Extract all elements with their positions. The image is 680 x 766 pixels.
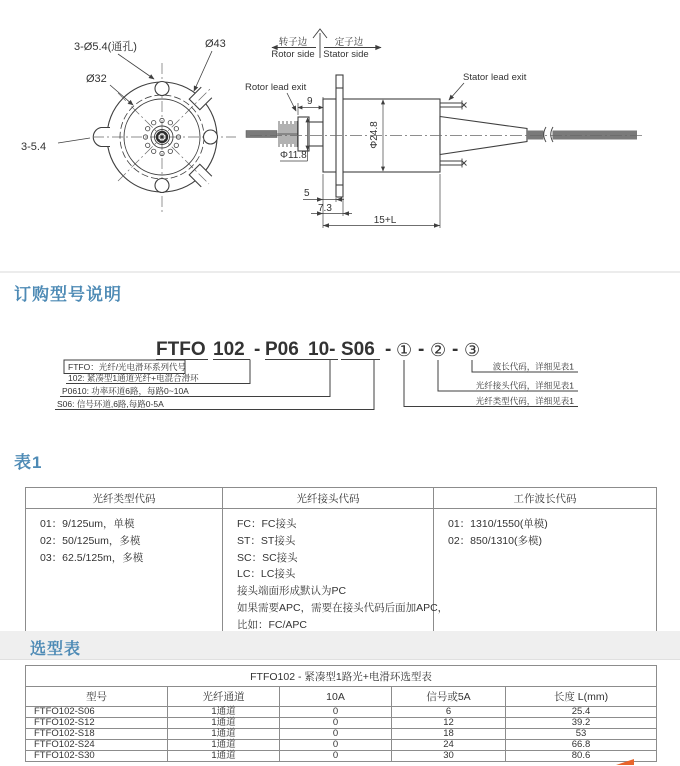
rotor-block-step bbox=[309, 122, 323, 146]
signal-cell: 12 bbox=[392, 718, 506, 729]
signal-cell: 18 bbox=[392, 729, 506, 740]
fiber-type-cell bbox=[26, 509, 223, 641]
length-cell: 80.6 bbox=[506, 751, 657, 762]
stator-side-cn-label: 定子边 bbox=[334, 37, 364, 48]
connector-option: ST：ST接头 bbox=[237, 534, 296, 547]
rotor-cable bbox=[246, 131, 277, 138]
col-10a: 10A bbox=[280, 687, 392, 707]
model-dash: - bbox=[418, 339, 425, 360]
power-cell: 0 bbox=[280, 729, 392, 740]
signal-cell: 24 bbox=[392, 740, 506, 751]
through-hole bbox=[155, 82, 169, 96]
technical-drawing bbox=[0, 0, 680, 270]
technical-drawing-area bbox=[0, 0, 680, 270]
table1-header-connector: 光纤接头代码 bbox=[223, 488, 434, 509]
connector-option: LC：LC接头 bbox=[237, 568, 296, 581]
dim-flange-pos-label: 7.3 bbox=[318, 203, 332, 214]
fiber-channel-cell: 1通道 bbox=[168, 729, 280, 740]
power-cell: 0 bbox=[280, 751, 392, 762]
col-length: 长度 L(mm) bbox=[506, 687, 657, 707]
connector-note: 如果需要APC，需要在接头代码后面加APC， bbox=[237, 601, 449, 614]
model-cell: FTFO102-S18 bbox=[26, 729, 168, 740]
model-series: 102 bbox=[213, 339, 245, 360]
model-code1: ① bbox=[396, 340, 413, 360]
model-code-diagram bbox=[0, 318, 680, 440]
section-divider bbox=[0, 271, 680, 273]
selection-section-title: 选型表 bbox=[30, 641, 82, 658]
table-row bbox=[26, 707, 657, 718]
model-label-signal: S06: 信号环道,6路,每路0-5A bbox=[57, 399, 164, 409]
dim-flange-offset-label: 5 bbox=[304, 188, 310, 199]
table-row bbox=[26, 751, 657, 762]
signal-cell: 30 bbox=[392, 751, 506, 762]
flange-plate bbox=[336, 75, 343, 197]
through-hole bbox=[204, 130, 218, 144]
table1-header-row bbox=[26, 488, 657, 509]
table-row bbox=[26, 729, 657, 740]
stator-lead-exit-label: Stator lead exit bbox=[463, 72, 527, 83]
holes-dim-label: 3-Ø5.4(通孔) bbox=[74, 41, 137, 53]
selection-section-band bbox=[0, 631, 680, 660]
stator-side-en-label: Stator side bbox=[323, 49, 369, 60]
model-cell: FTFO102-S06 bbox=[26, 707, 168, 718]
model-label-fiber-type: 光纤类型代码，详细见表1 bbox=[475, 396, 574, 406]
connector-note: 比如：FC/APC bbox=[237, 618, 308, 631]
col-model: 型号 bbox=[26, 687, 168, 707]
fiber-type-option: 02：50/125um，多模 bbox=[40, 534, 141, 547]
power-cell: 0 bbox=[280, 707, 392, 718]
model-label-wavelength: 波长代码，详细见表1 bbox=[492, 361, 574, 372]
front-view bbox=[58, 51, 236, 212]
connector-note: 接头端面形成默认为PC bbox=[237, 585, 347, 598]
model-dash: - bbox=[254, 339, 261, 360]
fiber-connector-face bbox=[151, 126, 173, 148]
model-label-series: 102: 紧凑型1通道光纤+电混合滑环 bbox=[68, 373, 199, 383]
wavelength-cell bbox=[434, 509, 657, 641]
length-cell: 25.4 bbox=[506, 707, 657, 718]
rotor-side-cn-label: 转子边 bbox=[278, 37, 308, 48]
rotor-lead-exit-label: Rotor lead exit bbox=[245, 82, 307, 93]
col-fiber-channels: 光纤通道 bbox=[168, 687, 280, 707]
length-cell: 66.8 bbox=[506, 740, 657, 751]
table1-header-wavelength: 工作波长代码 bbox=[434, 488, 657, 509]
order-section-title: 订购型号说明 bbox=[14, 285, 122, 304]
rotor-lead-bundle bbox=[277, 121, 298, 147]
signal-cell: 6 bbox=[392, 707, 506, 718]
outer-dia-label: Ø43 bbox=[205, 38, 226, 50]
rotor-side-en-label: Rotor side bbox=[271, 49, 315, 60]
model-cell: FTFO102-S24 bbox=[26, 740, 168, 751]
selection-table-title-row bbox=[26, 666, 657, 687]
orange-highlight-mark bbox=[616, 759, 634, 765]
model-cell: FTFO102-S12 bbox=[26, 718, 168, 729]
model-prefix: FTFO bbox=[156, 339, 206, 360]
through-hole bbox=[155, 179, 169, 193]
model-code bbox=[156, 339, 480, 360]
dim-body-dia-label: Φ24.8 bbox=[369, 121, 380, 149]
fiber-channel-cell: 1通道 bbox=[168, 707, 280, 718]
model-signal: S06 bbox=[341, 339, 375, 360]
model-code3: ③ bbox=[464, 340, 481, 360]
dim-rotor-len-label: 9 bbox=[307, 96, 313, 107]
model-code2: ② bbox=[430, 340, 447, 360]
dim-total-len-label: 15+L bbox=[373, 215, 397, 226]
table1-body-row bbox=[26, 509, 657, 641]
table-row bbox=[26, 740, 657, 751]
table1 bbox=[25, 487, 657, 641]
table1-header-fiber-type: 光纤类型代码 bbox=[26, 488, 223, 509]
selection-table bbox=[25, 665, 657, 762]
model-cell: FTFO102-S30 bbox=[26, 751, 168, 762]
tab-dim-label: 3-5.4 bbox=[21, 141, 47, 153]
model-label-power: P0610: 功率环道6路，每路0~10A bbox=[62, 386, 189, 396]
model-label-connector: 光纤接头代码，详细见表1 bbox=[475, 380, 574, 391]
fiber-type-option: 03：62.5/125m，多模 bbox=[40, 551, 144, 564]
model-power: P06 bbox=[265, 339, 299, 360]
bottom-dimensions bbox=[303, 174, 440, 228]
model-dash: - bbox=[385, 339, 392, 360]
bolt-circle-dia-label: Ø32 bbox=[86, 73, 107, 85]
col-signal-5a: 信号或5A bbox=[392, 687, 506, 707]
length-cell: 39.2 bbox=[506, 718, 657, 729]
front-view-leaders bbox=[58, 51, 212, 143]
selection-table-header-row bbox=[26, 687, 657, 707]
length-cell: 53 bbox=[506, 729, 657, 740]
connector-cell bbox=[223, 509, 449, 641]
table-row bbox=[26, 718, 657, 729]
model-label-prefix: FTFO：光纤/光电滑环系列代号 bbox=[68, 362, 187, 372]
fiber-type-option: 01：9/125um，单模 bbox=[40, 518, 135, 530]
selection-table-title: FTFO102 - 紧凑型1路光+电滑环选型表 bbox=[26, 666, 657, 687]
fiber-channel-cell: 1通道 bbox=[168, 751, 280, 762]
wavelength-option: 02：850/1310(多模) bbox=[448, 534, 542, 547]
power-cell: 0 bbox=[280, 740, 392, 751]
connector-option: SC：SC接头 bbox=[237, 551, 298, 564]
power-cell: 0 bbox=[280, 718, 392, 729]
stator-cable bbox=[527, 127, 637, 142]
dim-rotor-dia-label: Φ11.8 bbox=[280, 150, 307, 161]
model-dash: - bbox=[452, 339, 459, 360]
fiber-channel-cell: 1通道 bbox=[168, 740, 280, 751]
connector-option: FC：FC接头 bbox=[237, 518, 297, 530]
model-power2: 10- bbox=[308, 339, 336, 360]
model-code-labels bbox=[57, 362, 574, 410]
model-code-diagram-area bbox=[0, 318, 680, 440]
fiber-channel-cell: 1通道 bbox=[168, 718, 280, 729]
table1-title: 表1 bbox=[14, 453, 43, 472]
wavelength-option: 01：1310/1550(单模) bbox=[448, 518, 548, 530]
